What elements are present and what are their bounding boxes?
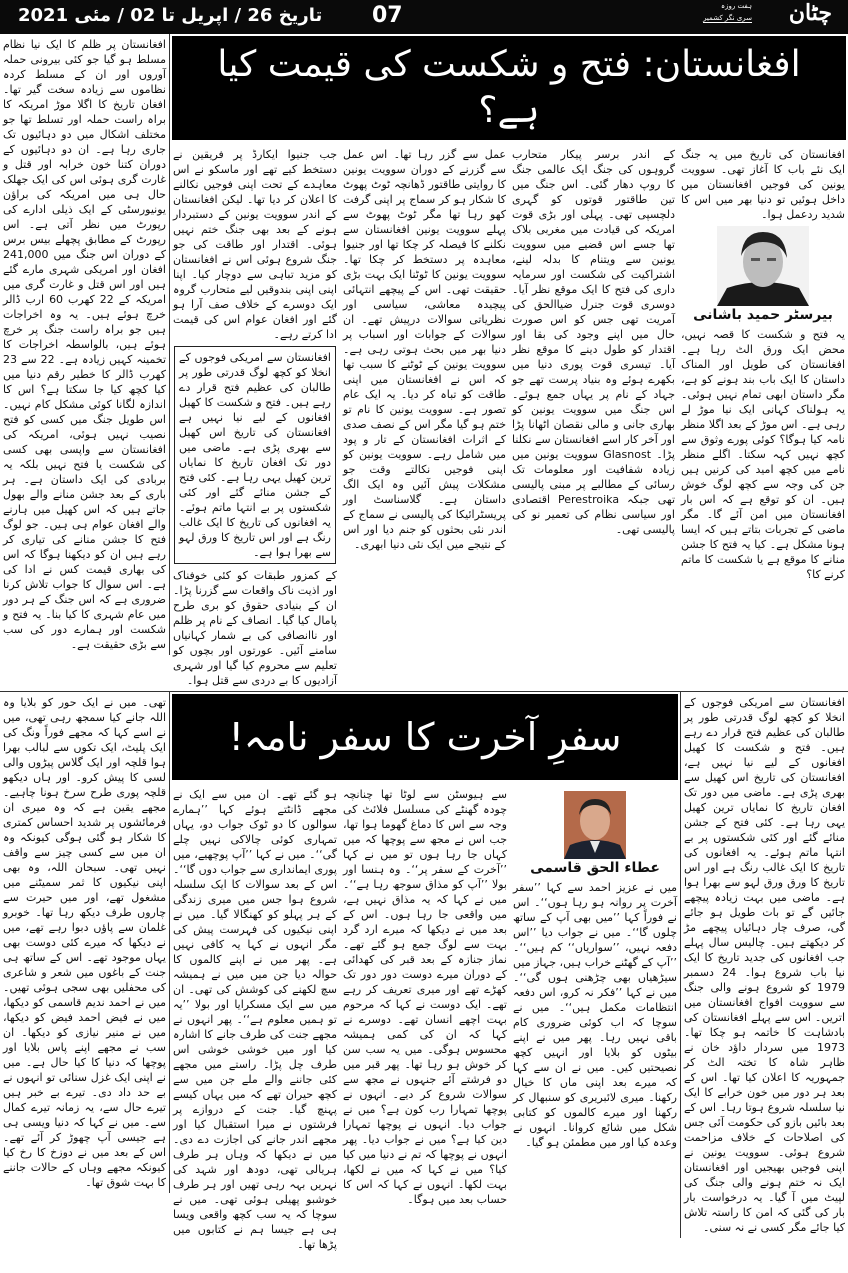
article2-columns — [170, 784, 680, 1255]
paragraph: افغانستان سے امریکی فوجوں کے انخلا کو کچھ لوگ قدرتی طور پر طالبان کی عظیم فتح قرار دے رہے ہیں۔ فتح و شکست کا کھیل افغانوں کے لیے نیا نہیں ہے، افغانستان کی تاریخ اس کھیل سے بھری پڑی ہے۔ ماضی میں دور تک افغان تاریخ کا نمایاں ترین کھیل یہی رہا ہے۔ کئی فتح کے جشن منائے گئے اور کئی شکستوں پر بے انتہا ماتم ہوئے۔ یہ افغانوں کی تاریخ کا ایک غالب رنگ ہے اور اس تاریخ کا ورق ورق لہو سے بھرا ہوا ہے۔ ماضی میں بہت زیادہ پیچھے جائیں گے تو بات طویل ہو جائے گی، صرف چار دہائیاں پیچھے مڑ کر دیکھتے ہیں۔ چالیس سال پہلے جب افغانوں کی جدید تاریخ کا ایک نیا باب شروع ہوا۔ 24 دسمبر 1979 کو شروع ہونے والی جنگ سے سوویت افواج افغانستان میں اتریں۔ اس سے پہلے افغانستان کی بادشاہت کا خاتمہ ہو چکا تھا۔ 1973 میں سردار داؤد خان نے ظاہر شاہ کا تختہ الٹ کر جمہوریہ کا اعلان کیا تھا۔ اس کے بعد ہر دور میں خون خرابے کا ایک نیا سلسلہ شروع ہوتا رہا۔ اس کے بعد بائیں بازو کی حکومت آئی جس کی اصلاحات کے خلاف مزاحمت شروع ہوئی۔ سوویت یونین نے اپنی فوجیں بھیجیں اور افغانستان ایک نہ ختم ہونے والی جنگ کی لپیٹ میں آ گیا۔ یہ درخواست بار بار کی گئی کہ امن کا راستہ تلاش کیا جائے مگر کسی نے نہ سنی۔ — [684, 696, 845, 1234]
pull-quote-box — [174, 346, 336, 564]
article2-byline: عطاء الحق قاسمی — [530, 860, 660, 876]
article2-column-1 — [170, 784, 340, 1255]
paragraph: افغانستان کی تاریخ میں یہ جنگ ایک نئے باب کا آغاز تھی۔ سوویت یونین کی فوجیں افغانستان میں داخل ہوئیں تو دنیا بھر میں اس کا شدید ردعمل ہوا۔ — [681, 148, 845, 221]
top-section — [0, 34, 848, 692]
article1-column-2 — [340, 144, 509, 555]
author-photo — [564, 791, 626, 859]
article2-left-column — [0, 692, 170, 1193]
logo-subtitle: ہفت روزہ — [721, 2, 752, 10]
headline-text: افغانستان: فتح و شکست کی قیمت کیا ہے؟ — [217, 44, 801, 131]
paragraph: کے اندر برسر پیکار متحارب گروہوں کی جنگ ایک عالمی جنگ کا روپ دھار گئی۔ اس جنگ میں تین طاقتور قوتوں کو گہری دلچسپی تھی۔ پہلی اور بڑی قوت امریکہ کی قیادت میں مغربی بلاک تھا جسے اس قضیے میں سوویت یونین سے ویتنام کا بدلہ لینے، اشتراکیت کی شکست اور سرمایہ داری کی فتح کا ایک موقع نظر آیا۔ دوسری قوت جنرل ضیاالحق کی آمریت تھی جس کو اس صورت حال میں اپنے وجود کی بقا اور اقتدار کو طول دینے کا موقع نظر آیا۔ تیسری قوت پوری دنیا میں بکھرے ہوئے وہ بنیاد پرست تھے جو جہاد کے نام پر یہاں جمع ہوئے۔ اس جنگ میں سوویت یونین کو بھاری جانی و مالی نقصان اٹھانا پڑا اور آخر کار اسے افغانستان سے نکلنا پڑا۔ Glasnost سوویت یونین میں زیادہ شفافیت اور معلومات تک رسائی کے مطالبے پر مبنی پالیسی تھی جبکہ Perestroika اقتصادی اور سیاسی نظام کی تعمیر نو کی پالیسی تھی۔ — [512, 148, 676, 536]
page-number: 07 — [372, 3, 403, 28]
article1-column-4-continued — [680, 692, 848, 1238]
article1-left-column — [0, 34, 170, 655]
paragraph: ہو گئے تھے۔ ان میں سے ایک نے مجھے ڈانٹتے ہوئے کہا ’’ہمارے سوالوں کا دو ٹوک جواب دو، یہاں تمہاری کوئی چالاکی نہیں چلے گی‘‘۔ میں نے کہا ’’آپ پوچھیے، میں پوری ایمانداری سے جواب دوں گا‘‘۔ اس کے بعد سوالات کا ایک سلسلہ شروع ہوا جس میں میری زندگی کے ہر پہلو کو کھنگالا گیا۔ میں نے اپنی نیکیوں کی فہرست پیش کی مگر انہوں نے کہا یہ کافی نہیں ہے۔ پھر میں نے اپنے کالموں کا حوالہ دیا جن میں میں نے ہمیشہ سچ لکھنے کی کوشش کی تھی۔ ان میں سے ایک مسکرایا اور بولا ’’یہ تو ہمیں معلوم ہے‘‘۔ پھر انہوں نے مجھے جنت کی طرف جانے کا اشارہ کیا اور میں خوشی خوشی اس طرف چل پڑا۔ راستے میں مجھے کئی جاننے والے ملے جن میں سے کچھ حیران تھے کہ میں یہاں کیسے پہنچ گیا۔ جنت کے دروازے پر فرشتوں نے میرا استقبال کیا اور مجھے اندر جانے کی اجازت دے دی۔ میں نے دیکھا کہ وہاں ہر طرف ہریالی تھی، دودھ اور شہد کی نہریں بہہ رہی تھیں اور ہر طرف خوشبو پھیلی ہوئی تھی۔ میں نے سوچا کہ یہ سب کچھ واقعی ویسا ہی ہے جیسا ہم نے کتابوں میں پڑھا تھا۔ — [173, 788, 337, 1251]
newspaper-logo — [662, 0, 832, 34]
issue-date: تاریخ 26 / اپریل تا 02 / مئی 2021 — [18, 5, 323, 26]
article1-columns — [170, 144, 848, 691]
article1-column-4 — [678, 144, 848, 585]
article1-column-3 — [509, 144, 678, 540]
article1-byline: بیرسٹر حمید باشانی — [693, 307, 833, 323]
paragraph: عمل سے گزر رہا تھا۔ اس عمل سے گزرنے کے دوران سوویت یونین کا روایتی طاقتور ڈھانچہ ٹوٹ پھوٹ کا شکار ہو کر سماج پر اپنی گرفت کھو رہا تھا مگر ٹوٹ پھوٹ سے پہلے سوویت یونین افغانستان سے نکلنے کا فیصلہ کر چکا تھا اور جنیوا معاہدہ پر دستخط کر چکا تھا۔ سوویت یونین کا ٹوٹنا ایک بہت بڑی حقیقت تھی۔ اس کے پیچھے انتہائی پیچیدہ معاشی، سیاسی اور نظریاتی سوالات درپیش تھے۔ ان سوالات کے جوابات اور اسباب پر دنیا بھر میں بحث ہوتی رہی ہے۔ سوویت یونین کے ٹوٹنے کا سبب تھا کہ اس نے افغانستان میں اپنی طاقت کو تباہ کر دیا۔ یہ ایک عام تصور ہے۔ سوویت یونین کا نام تو ختم ہو گیا مگر اس کے نصف صدی کے اثرات افغانستان کے تار و پود میں شامل رہے۔ سوویت یونین کو اپنی فوجیں نکالتے وقت جو مشکلات پیش آئیں وہ ایک الگ داستان ہے۔ گلاسناسٹ اور پریسٹرائیکا کی پالیسی نے سماج کے اندر نئی بحثوں کو جنم دیا اور اس کے نتیجے میں ایک نئی دنیا ابھری۔ — [343, 148, 506, 551]
paragraph: جب جنیوا ایکارڈ پر فریقین نے دستخط کیے تھے اور ماسکو نے اس معاہدے کے تحت اپنی فوجیں نکالنے کا اعلان کر دیا تھا۔ لیکن افغانستان کے اندر سوویت یونین کے دستبردار ہونے کے بعد بھی جنگ ختم نہیں ہوئی۔ اقتدار اور طاقت کی جو جنگ شروع ہوئی اس نے افغانستان کو مزید تباہی سے دوچار کیا۔ اپنا اپنی اپنی بندوقیں لیے متحارب گروہ ایک دوسرے کے خلاف صف آرا ہو گئے اور افغان عوام اس کی قیمت ادا کرتے رہے۔ — [173, 148, 337, 341]
logo-location: سری نگر کشمیر — [703, 14, 752, 22]
article1-column-1 — [170, 144, 340, 691]
newspaper-header — [0, 0, 848, 34]
article2-main-block — [170, 692, 680, 1255]
pull-quote-text: افغانستان سے امریکی فوجوں کے انخلا کو کچھ لوگ قدرتی طور پر طالبان کی عظیم فتح قرار دے رہے ہیں۔ فتح و شکست کا کھیل افغانوں کے لیے نیا نہیں ہے افغانستان کی تاریخ اس کھیل سے بھری پڑی ہے۔ ماضی میں دور تک افغان تاریخ کا نمایاں ترین کھیل یہی رہا ہے۔ کئی فتح کے جشن منائے گئے اور کئی شکستوں پر بے انتہا ماتم ہوئے۔ یہ افغانوں کی تاریخ کا ایک غالب رنگ ہے اور اس تاریخ کا ورق لہو سے بھرا ہوا ہے۔ — [179, 351, 331, 559]
paragraph: سے ہیوسٹن سے لوٹا تھا چنانچہ چودہ گھنٹے کی مسلسل فلائٹ کی وجہ سے اس کا دماغ گھوما ہوا تھا، جب اس نے مجھ سے پوچھا کہ میں کہاں جا رہا ہوں تو میں نے کہا ’’آخرت کے سفر پر‘‘۔ وہ ہنسا اور بولا ’’آپ کو مذاق سوجھ رہا ہے‘‘۔ میں نے کہا کہ یہ مذاق نہیں ہے، میں واقعی جا رہا ہوں۔ اس کے بعد میں نے دیکھا کہ میرے ارد گرد بہت سے لوگ جمع ہو گئے تھے۔ نماز جنازہ کے بعد قبر کی کھدائی کے دوران میرے دوست دور دور تک کھڑے تھے اور میری تعریف کر رہے تھے۔ ایک دوست نے کہا کہ مرحوم بہت اچھے انسان تھے۔ دوسرے نے کہا کہ ان کی کمی ہمیشہ محسوس ہوگی۔ میں یہ سب سن کر خوش ہو رہا تھا۔ پھر قبر میں دو فرشتے آئے جنہوں نے مجھ سے سوالات شروع کر دیے۔ انہوں نے پوچھا تمہارا رب کون ہے؟ میں نے جواب دیا۔ انہوں نے پوچھا تمہارا دین کیا ہے؟ میں نے جواب دیا۔ پھر انہوں نے پوچھا کہ تم نے دنیا میں کیا کیا؟ میں نے کہا کہ میں نے لکھا، بہت لکھا۔ انہوں نے کہا کہ اس کا حساب بعد میں ہوگا۔ — [343, 788, 507, 1206]
article1-main-block — [170, 34, 848, 691]
bottom-section — [0, 692, 848, 1255]
paragraph: تھی۔ میں نے ایک حور کو بلایا وہ اللہ جانے کیا سمجھ رہی تھی، میں نے اسے کہا کہ مجھے فوراً ونگ کی ایک پلیٹ، ایک تکوں سے لبالب بھرا ہوا قلچہ اور ایک گلاس پیڑوں والی لسی کا پیش کرو۔ اور ہاں دیکھو قلچہ پوری طرح سرخ ہونا چاہیے۔ مجھے یقین ہے کہ وہ میری ان فرمائشوں پر شدید احساس کمتری کا شکار ہو گئی ہوگی کیونکہ وہ ان میں سے کسی چیز سے واقف نہیں تھی۔ سبحان اللہ، وہ بھی اپنی نیکیوں کا ثمر سمیٹنے میں مشغول تھے، اور میں حیرت سے چاروں طرف دیکھ رہا تھا۔ خوبرو غلمان سے پاؤں دبوا رہے تھے، میں نے دیکھا کہ میرے کئی دوست بھی یہاں موجود تھے۔ اس کے ساتھ ہی جنت کے باغوں میں شعر و شاعری کی محفلیں بھی سجی ہوئی تھیں۔ میں نے احمد ندیم قاسمی کو دیکھا، میں نے فیض احمد فیض کو دیکھا، میں نے منیر نیازی کو دیکھا۔ ان سب نے مجھے اپنے پاس بلایا اور پوچھا کہ دنیا کا کیا حال ہے۔ میں نے اپنی ایک غزل سنائی تو انہوں نے بے حد داد دی۔ تیرے بے خبر ہیں تیرے حال سے، یہ زمانہ تیرے کمال سے۔ میں نے کہا کہ دنیا ویسی ہی ہے جیسی آپ چھوڑ کر آئے تھے۔ اس کے بعد میں نے دوزخ کا رخ کیا کیونکہ مجھے وہاں کے حالات جاننے کا بہت شوق تھا۔ — [3, 696, 166, 1189]
paragraph: افغانستان پر ظلم کا ایک نیا نظام مسلط ہو گیا جو کئی بیرونی حملہ آوروں اور ان کے مسلط کردہ نظاموں سے زیادہ سخت گیر تھا۔ افغان تاریخ کا اگلا موڑ امریکہ کا براہ راست حملہ اور تسلط تھا جو مختلف اشکال میں دو دہائیوں تک جاری رہا ہے۔ ان دو دہائیوں کے دوران کتنا خون خرابہ اور قتل و غارت گری ہوئی اس کی ایک جھلک حال ہی میں امریکہ کی براؤن یونیورسٹی کے ایک ذیلی ادارے کی رپورٹ میں نظر آتی ہے۔ اس رپورٹ کے مطابق پچھلے بیس برس کے دوران اس جنگ میں 241,000 افغان اور امریکی شہری مارے گئے ہیں اور اس قتل و غارت گری میں امریکہ کے 22 کھرب 60 ارب ڈالر خرچ ہوئے ہیں۔ یہ وہ اخراجات ہیں جو براہ راست جنگ پر خرچ ہوئے ہیں، بالواسطہ اخراجات کا تخمینہ کہیں زیادہ ہے۔ 22 سے 23 کھرب ڈالر کا خطیر رقم دنیا میں کیا کچھ کیا جا سکتا ہے؟ اس کا اندازہ لگانا کوئی مشکل کام نہیں۔ اس طویل جنگ میں کسی کو فتح نصیب نہیں ہوئی، امریکہ کی افغانستان سے واپسی بھی کسی کی شکست یا فتح نہیں بلکہ یہ بربادی کی ایک داستان ہے۔ ہر باری کے بعد جشن منانے والے بھول جاتے ہیں کہ اس کھیل میں ہارنے والے افغان عوام ہی ہیں۔ جو لوگ فتح کا جشن منانے کی تیاری کر رہے ہیں ان کو دیکھنا ہوگا کہ اس کی بھاری قیمت کس نے ادا کی ہے۔ اس سوال کا جواب تلاش کرنا ضروری ہے کہ اس جنگ کے ہر دور میں عام شہری کا کیا بنا۔ یہ فتح و شکست اور ہمارے دور کی سب سے بڑی حقیقت ہے۔ — [3, 38, 167, 651]
paragraph: کے کمزور طبقات کو کئی خوفناک اور اذیت ناک واقعات سے گزرنا پڑا۔ ان کے بنیادی حقوق کو بری طرح پامال کیا گیا۔ انصاف کے نام پر ظلم اور ناانصافی کی بے شمار کہانیاں سامنے آئیں۔ عورتوں اور بچوں کو تعلیم سے محروم کیا گیا اور شہری آزادیوں کا بے دردی سے قتل ہوا۔ — [173, 569, 337, 687]
author-photo — [717, 226, 809, 306]
article2-headline — [172, 694, 678, 780]
headline-text: سفرِ آخرت کا سفر نامہ! — [228, 715, 622, 759]
logo-title: چٹان — [788, 0, 832, 26]
article2-column-2 — [340, 784, 510, 1210]
article1-headline — [172, 36, 846, 140]
paragraph: یہ فتح و شکست کا قصہ نہیں، محض ایک ورق الٹ رہا ہے۔ افغانستان کی طویل اور المناک داستان کا ایک باب بند ہونے کو ہے، مگر داستان ابھی تمام نہیں ہوئی۔ یہ ہولناک کہانی ایک نیا موڑ لے رہی ہے۔ اس موڑ کے بعد اگلا منظر نامہ کیا ہوگا؟ کوئی پورے وثوق سے کچھ نہیں کہہ سکتا۔ اگلے منظر نامے میں کچھ امید کی کرنیں ہیں جن کی وجہ سے کچھ لوگ خوش ہیں۔ ان کو توقع ہے کہ اس بار افغانستان میں امن آئے گا۔ مگر ماضی کے تجربات بتاتے ہیں کہ ایسا ہونا مشکل ہے۔ کیا یہ فتح کا جشن منانے کا موقع ہے یا شکست کا ماتم کرنے کا؟ — [681, 328, 845, 581]
paragraph: میں نے عزیز احمد سے کہا ’’سفر آخرت پر روانہ ہو رہا ہوں‘‘۔ اس نے فوراً کہا ’’میں بھی آپ کے ساتھ چلوں گا‘‘۔ میں نے جواب دیا ’’اس دفعہ نہیں، ’’سواریاں‘‘ کم ہیں‘‘۔ ’’آپ کے گھٹنے خراب ہیں، جہاز میں سیڑھیاں بھی چڑھنی ہوں گی‘‘۔ میں نے کہا ’’فکر نہ کرو، اس دفعہ انتظامات مکمل ہیں‘‘۔ میں نے سوچا کہ اب کوئی ضروری کام باقی نہیں رہا۔ پھر میں نے اپنے بیٹوں کو بلایا اور انہیں کچھ نصیحتیں کیں۔ میں نے ان سے کہا کہ میرے بعد اپنی ماں کا خیال رکھنا۔ میری لائبریری کو سنبھال کر رکھنا اور میرے کالموں کو کتابی شکل میں شائع کروانا۔ انہوں نے وعدہ کیا اور میں مطمئن ہو گیا۔ — [513, 881, 677, 1149]
article2-column-3 — [510, 784, 680, 1153]
